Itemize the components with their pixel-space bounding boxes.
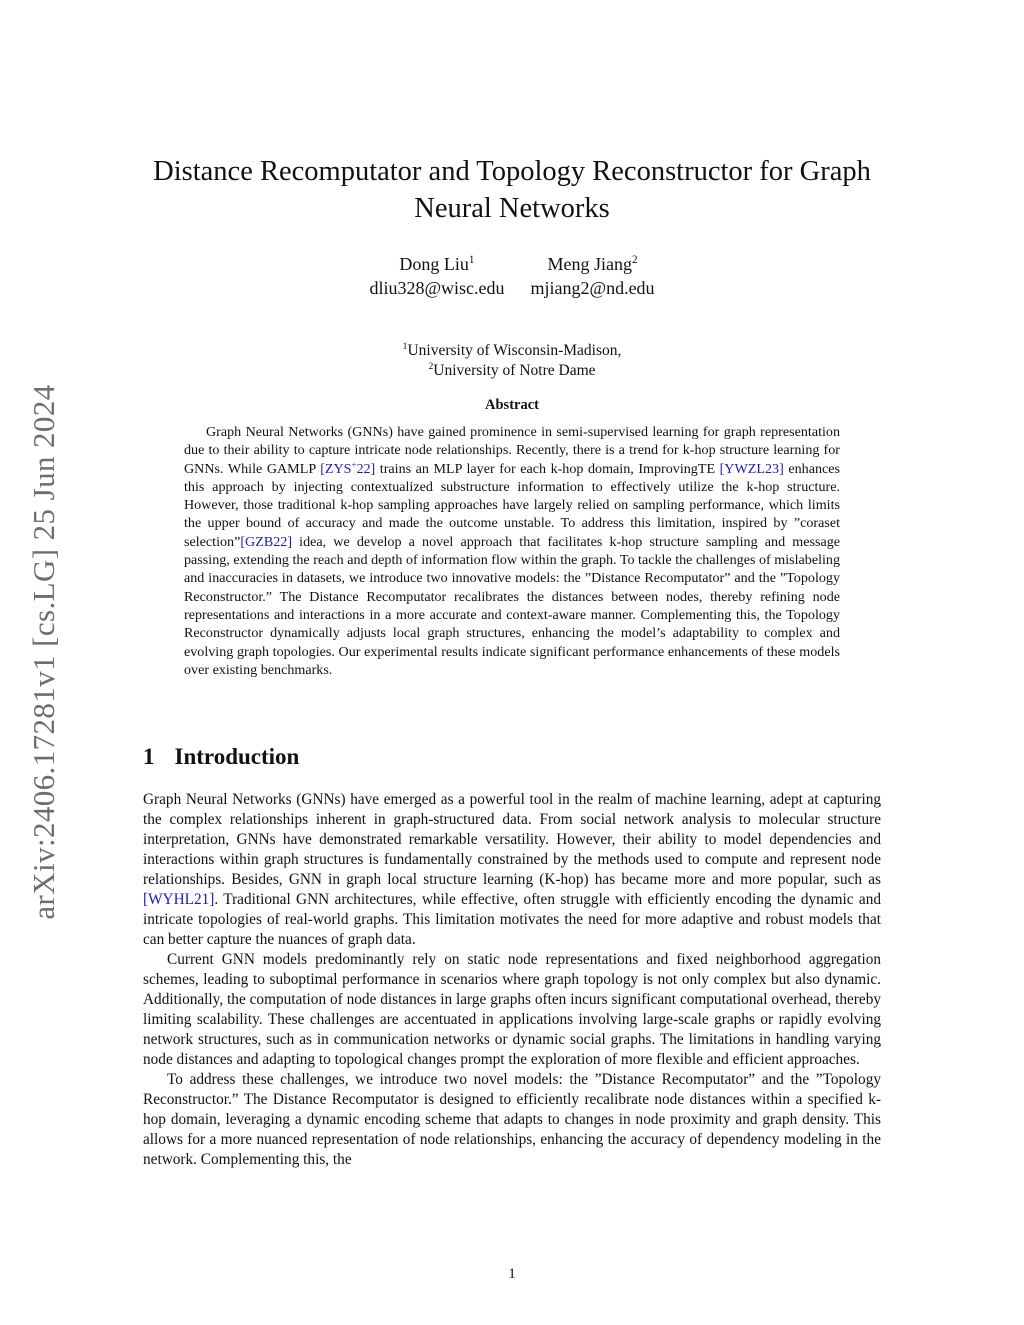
paragraph: Current GNN models predominantly rely on static node representations and fixed neighborhood aggregation schemes, leading to suboptimal performance in scenarios where graph topology is not only complex but also dynamic. Additionally, the computation of node distances in large graphs often incurs significant computational overhead, thereby limiting scalability. These challenges are accentuated in applications involving large-scale graphs or rapidly evolving network structures, such as in communication networks or dynamic social graphs. The limitations in handling varying node distances and adapting to topological changes prompt the exploration of more flexible and efficient approaches. xyxy=(143,951,881,1068)
paragraph-text: Graph Neural Networks (GNNs) have emerged as a powerful tool in the realm of machine learning, adept at capturing the complex relationships inherent in graph-structured data. From social network analysis to molecular structure interpretation, GNNs have demonstrated remarkable versatility. However, their ability to model dependencies and interactions within graph structures is fundamentally constrained by the methods used to compute and represent node relationships. Besides, GNN in graph local structure learning (K-hop) has became more and more popular, such as xyxy=(143,791,881,888)
abstract-text xyxy=(184,423,840,679)
affiliation-mark: 1 xyxy=(468,254,475,266)
introduction-body xyxy=(143,790,881,1170)
author-name-line xyxy=(369,252,504,276)
paragraph-text: . Traditional GNN architectures, while effective, often struggle with efficiently encoding the dynamic and intricate topologies of real-world graphs. This limitation motivates the need for more adaptive and robust models that can better capture the nuances of graph data. xyxy=(143,891,881,948)
paper-title: Distance Recomputator and Topology Reconstructor for Graph Neural Networks xyxy=(153,156,871,224)
author-email: dliu328@wisc.edu xyxy=(369,278,505,298)
paragraph: To address these challenges, we introduce two novel models: the ”Distance Recomputator” and the ”Topology Reconstructor.” The Distance Recomputator is designed to efficiently recalibrate node distances within a specified k-hop domain, leveraging a dynamic encoding scheme that adapts to changes in node proximity and graph density. This allows for a more nuanced representation of node relationships, enhancing the accuracy of dependency modeling in the network. Complementing this, the xyxy=(143,1071,881,1168)
arxiv-identifier: arXiv:2406.17281v1 [cs.LG] 25 Jun 2024 xyxy=(26,384,61,920)
abstract-text-segment: Graph Neural Networks (GNNs) have gained prominence in semi-supervised learning for graph representation due to their ability to capture intricate node relationships. Recently, there is a trend for k-hop structure learning for GNNs. While GAMLP xyxy=(184,424,840,477)
citation-link[interactable]: [GZB22] xyxy=(240,533,293,550)
affiliation-item xyxy=(0,341,1024,361)
abstract-text-segment: enhances this approach by injecting contextualized substructure information to effectively utilize the k-hop structure. However, those traditional k-hop sampling approaches have largely relied on sampling performance, which limits the upper bound of accuracy and made the outcome unstable. To address this limitation, inspired by ”coraset selection” xyxy=(184,460,840,550)
page-number: 1 xyxy=(508,1266,516,1282)
author-block xyxy=(369,252,504,300)
abstract-heading: Abstract xyxy=(485,397,539,413)
citation-link[interactable] xyxy=(320,458,376,477)
section-number: 1 xyxy=(143,744,155,769)
affiliation-name: University of Wisconsin-Madison, xyxy=(407,342,622,359)
author-name-line xyxy=(531,252,655,276)
author-name: Meng Jiang xyxy=(547,254,632,274)
affiliation-mark: 2 xyxy=(428,360,434,372)
abstract-text-segment: trains an MLP layer for each k-hop domain, ImprovingTE xyxy=(375,460,720,477)
affiliation-item xyxy=(0,361,1024,381)
author-block xyxy=(531,252,655,300)
affiliation-name: University of Notre Dame xyxy=(433,362,596,379)
citation-key: [ZYS xyxy=(320,460,352,477)
paragraph xyxy=(143,790,881,950)
author-list xyxy=(0,252,1024,300)
abstract-text-segment: idea, we develop a novel approach that facilitates k-hop structure sampling and message passing, extending the reach and depth of information flow within the graph. To tackle the challenges of mislabeling and inaccuracies in datasets, we introduce two innovative models: the ”Distance Recomputator” and the ”Topology Reconstructor.” The Distance Recomputator recalibrates the distances between nodes, thereby refining node representations and interactions in a more accurate and context-aware manner. Complementing this, the Topology Reconstructor dynamically adjusts local graph structures, enhancing the model’s adaptability to complex and evolving graph topologies. Our experimental results indicate significant performance enhancements of these models over existing benchmarks. xyxy=(184,533,840,678)
citation-link[interactable]: [YWZL23] xyxy=(719,460,784,477)
affiliation-mark: 1 xyxy=(402,340,408,352)
arxiv-sidebar xyxy=(24,357,64,947)
affiliation-list xyxy=(0,341,1024,381)
citation-link[interactable]: [WYHL21] xyxy=(143,891,215,908)
citation-key-end: 22] xyxy=(356,460,376,477)
citation-superscript: + xyxy=(351,458,357,469)
affiliation-mark: 2 xyxy=(631,254,638,266)
section-title: Introduction xyxy=(174,744,300,769)
author-name: Dong Liu xyxy=(399,254,469,274)
author-email: mjiang2@nd.edu xyxy=(530,278,655,298)
section-heading xyxy=(143,744,299,770)
